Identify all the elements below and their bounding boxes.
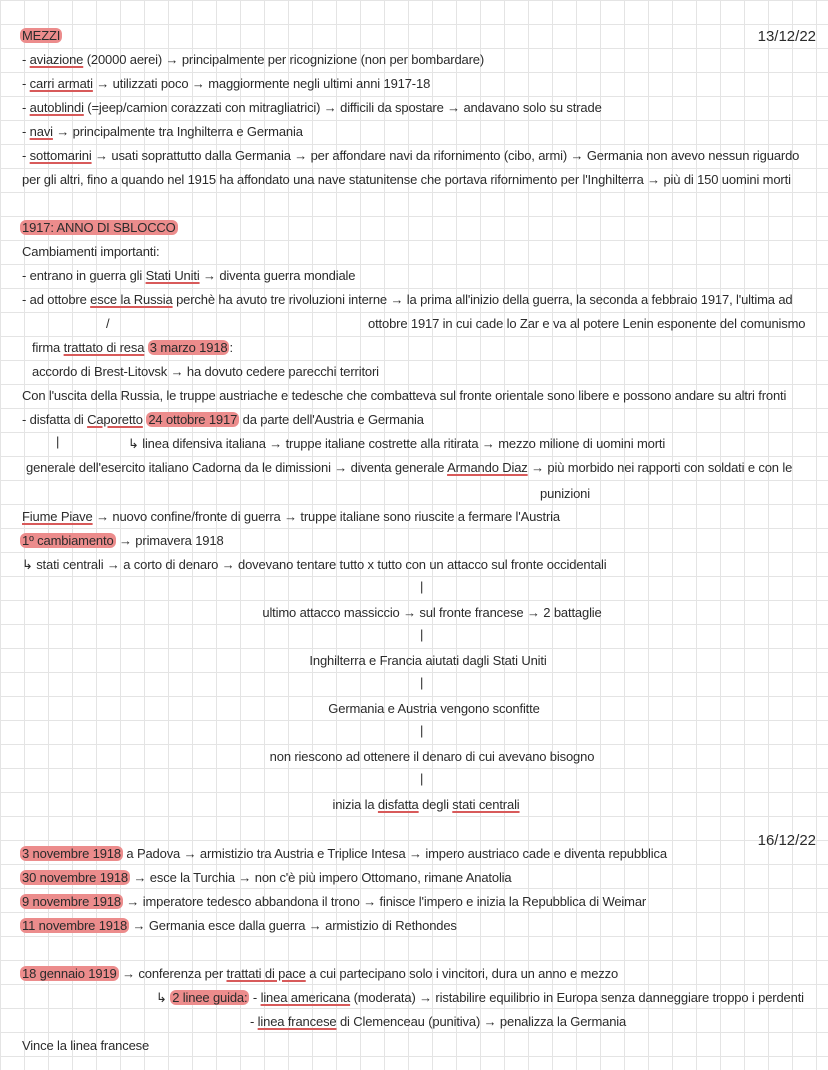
- line-cadorna: [26, 460, 792, 476]
- flow5-term-disfatta: disfatta: [377, 797, 419, 812]
- firma-pre: firma: [32, 340, 64, 355]
- conferenza-pre: → conferenza per: [118, 966, 227, 981]
- flow-bar-4: |: [420, 723, 424, 738]
- caporetto-text: da parte dell'Austria e Germania: [239, 412, 424, 427]
- flow-step-5: [0, 797, 828, 813]
- line-cambiamenti: Cambiamenti importanti:: [22, 244, 160, 259]
- francese-term: linea francese: [257, 1014, 337, 1029]
- line-weimar: [20, 894, 646, 910]
- russia-pre: - ad ottobre: [22, 292, 91, 307]
- line-linea-difensiva: ↳ linea difensiva italiana → truppe italiane costrette alla ritirata → mezzo milione di uomini morti: [128, 436, 666, 451]
- usa-text: → diventa guerra mondiale: [199, 268, 356, 283]
- line-conferenza: [20, 966, 618, 982]
- trattati-term: trattati di pace: [226, 966, 306, 981]
- flow5-term-stati: stati centrali: [452, 797, 520, 812]
- date-16-12-22: 16/12/22: [757, 832, 816, 849]
- flow-bar-1: |: [420, 579, 424, 594]
- firma-colon: :: [229, 340, 233, 355]
- line-rethondes: [20, 918, 457, 934]
- francese-text: di Clemenceau (punitiva) → penalizza la Germania: [336, 1014, 627, 1029]
- padova-date: 3 novembre 1918: [22, 846, 121, 861]
- weimar-date: 9 novembre 1918: [22, 894, 121, 909]
- weimar-text: → imperatore tedesco abbandona il trono → finisce l'impero e inizia la Repubblica di Weimar: [122, 894, 647, 909]
- line-uscita: Con l'uscita della Russia, le truppe austriache e tedesche che combatteva sul fronte orientale sono libere e possono andare su altri fronti: [22, 388, 787, 403]
- section-title-mezzi: [20, 28, 62, 44]
- caporetto-pre: - disfatta di: [22, 412, 88, 427]
- flow-step-3: Germania e Austria vengono sconfitte: [328, 701, 540, 716]
- caporetto-date: 24 ottobre 1917: [148, 412, 238, 427]
- line-turchia: [20, 870, 512, 886]
- autoblindi-dash: -: [22, 100, 30, 115]
- caporetto-term: Caporetto: [87, 412, 143, 427]
- piave-term: Fiume Piave: [22, 509, 93, 524]
- flow-bar-2: |: [420, 627, 424, 642]
- line-francese: [250, 1014, 626, 1030]
- line-russia: [22, 292, 792, 308]
- turchia-date: 30 novembre 1918: [22, 870, 129, 885]
- line-sottomarini-cont: per gli altri, fino a quando nel 1915 ha affondato una nave statunitense che portava rifornimento per l'Inghilterra → più di 150 uomini morti: [22, 172, 791, 187]
- cadorna-pre: generale dell'esercito italiano Cadorna da le dimissioni → diventa generale: [26, 460, 448, 475]
- firma-date: 3 marzo 1918: [149, 340, 228, 355]
- navi-dash: -: [22, 124, 30, 139]
- carri-dash: -: [22, 76, 30, 91]
- line-cambiamento: [20, 533, 224, 549]
- usa-term: Stati Uniti: [145, 268, 200, 283]
- cambiamento-term: 1º cambiamento: [22, 533, 114, 548]
- sottomarini-term: sottomarini: [29, 148, 92, 163]
- rethondes-text: → Germania esce dalla guerra → armistizio di Rethondes: [129, 918, 457, 933]
- line-linee-guida: [156, 990, 804, 1006]
- aviazione-text: (20000 aerei) → principalmente per ricognizione (non per bombardare): [83, 52, 485, 67]
- usa-pre: - entrano in guerra gli: [22, 268, 146, 283]
- flow-bar-5: |: [420, 771, 424, 786]
- flow5-pre: inizia la: [332, 797, 378, 812]
- flow-step-4: non riescono ad ottenere il denaro di cui avevano bisogno: [269, 749, 595, 764]
- line-aviazione: - aviazione (20000 aerei) → principalmente per ricognizione (non per bombardare): [22, 52, 485, 67]
- conferenza-text: a cui partecipano solo i vincitori, dura un anno e mezzo: [305, 966, 619, 981]
- line-usa: [22, 268, 355, 284]
- sottomarini-text: → usati soprattutto dalla Germania → per affondare navi da rifornimento (cibo, armi) → Germania non avevo nessun riguardo: [91, 148, 800, 163]
- cadorna-text: → più morbido nei rapporti con soldati e con le: [527, 460, 793, 475]
- navi-term: navi: [29, 124, 53, 139]
- line-navi: [22, 124, 303, 140]
- navi-text: → principalmente tra Inghilterra e Germania: [52, 124, 303, 139]
- firma-term: trattato di resa: [63, 340, 145, 355]
- line-vince: Vince la linea francese: [22, 1038, 150, 1053]
- carri-text: → utilizzati poco → maggiormente negli ultimi anni 1917-18: [92, 76, 431, 91]
- cambiamento-text: → primavera 1918: [115, 533, 224, 548]
- section-title-1917: [20, 220, 178, 236]
- line-stati-centrali: ↳ stati centrali → a corto di denaro → dovevano tentare tutto x tutto con un attacco sul fronte occidentali: [22, 557, 607, 572]
- turchia-text: → esce la Turchia → non c'è più impero Ottomano, rimane Anatolia: [130, 870, 512, 885]
- line-accordo: accordo di Brest-Litovsk → ha dovuto cedere parecchi territori: [32, 364, 379, 379]
- line-padova: [20, 846, 667, 862]
- sblocco-title: 1917: ANNO DI SBLOCCO: [22, 220, 176, 235]
- line-autoblindi: [22, 100, 602, 116]
- sottomarini-dash: -: [22, 148, 30, 163]
- flow-step-2: Inghilterra e Francia aiutati dagli Stati Uniti: [309, 653, 547, 668]
- piave-text: → nuovo confine/fronte di guerra → truppe italiane sono riuscite a fermare l'Austria: [92, 509, 560, 524]
- diaz-term: Armando Diaz: [447, 460, 528, 475]
- americana-text: (moderata) → ristabilire equilibrio in Europa senza danneggiare troppo i perdenti: [350, 990, 804, 1005]
- francese-dash: -: [250, 1014, 258, 1029]
- aviazione-term: aviazione: [29, 52, 84, 67]
- guida-arrow: ↳: [156, 990, 171, 1005]
- russia-term: esce la Russia: [90, 292, 173, 307]
- mezzi-title: MEZZI: [22, 28, 61, 43]
- americana-term: linea americana: [260, 990, 351, 1005]
- line-firma: [32, 340, 233, 356]
- date-13-12-22: 13/12/22: [757, 28, 816, 45]
- flow-step-1: ultimo attacco massiccio → sul fronte francese → 2 battaglie: [262, 605, 602, 620]
- line-sottomarini: [22, 148, 799, 164]
- autoblindi-text: (=jeep/camion corazzati con mitragliatrici) → difficili da spostare → andavano solo su strade: [83, 100, 602, 115]
- guida-label: 2 linee guida:: [172, 990, 248, 1005]
- line-russia-cont: ottobre 1917 in cui cade lo Zar e va al potere Lenin esponente del comunismo: [368, 316, 806, 331]
- line-caporetto: [22, 412, 424, 428]
- carri-term: carri armati: [29, 76, 93, 91]
- connector-bar: |: [56, 434, 60, 449]
- autoblindi-term: autoblindi: [29, 100, 84, 115]
- padova-text: a Padova → armistizio tra Austria e Triplice Intesa → impero austriaco cade e diventa repubblica: [122, 846, 667, 861]
- line-carri: [22, 76, 430, 92]
- flow-bar-3: |: [420, 675, 424, 690]
- line-punizioni: punizioni: [540, 486, 590, 501]
- conferenza-date: 18 gennaio 1919: [22, 966, 117, 981]
- slash-mark: /: [106, 316, 110, 331]
- rethondes-date: 11 novembre 1918: [22, 918, 128, 933]
- guida-dash: -: [249, 990, 261, 1005]
- flow5-mid: degli: [418, 797, 453, 812]
- russia-text: perchè ha avuto tre rivoluzioni interne → la prima all'inizio della guerra, la seconda a febbraio 1917, l'ultima ad: [172, 292, 793, 307]
- line-piave: [22, 509, 560, 525]
